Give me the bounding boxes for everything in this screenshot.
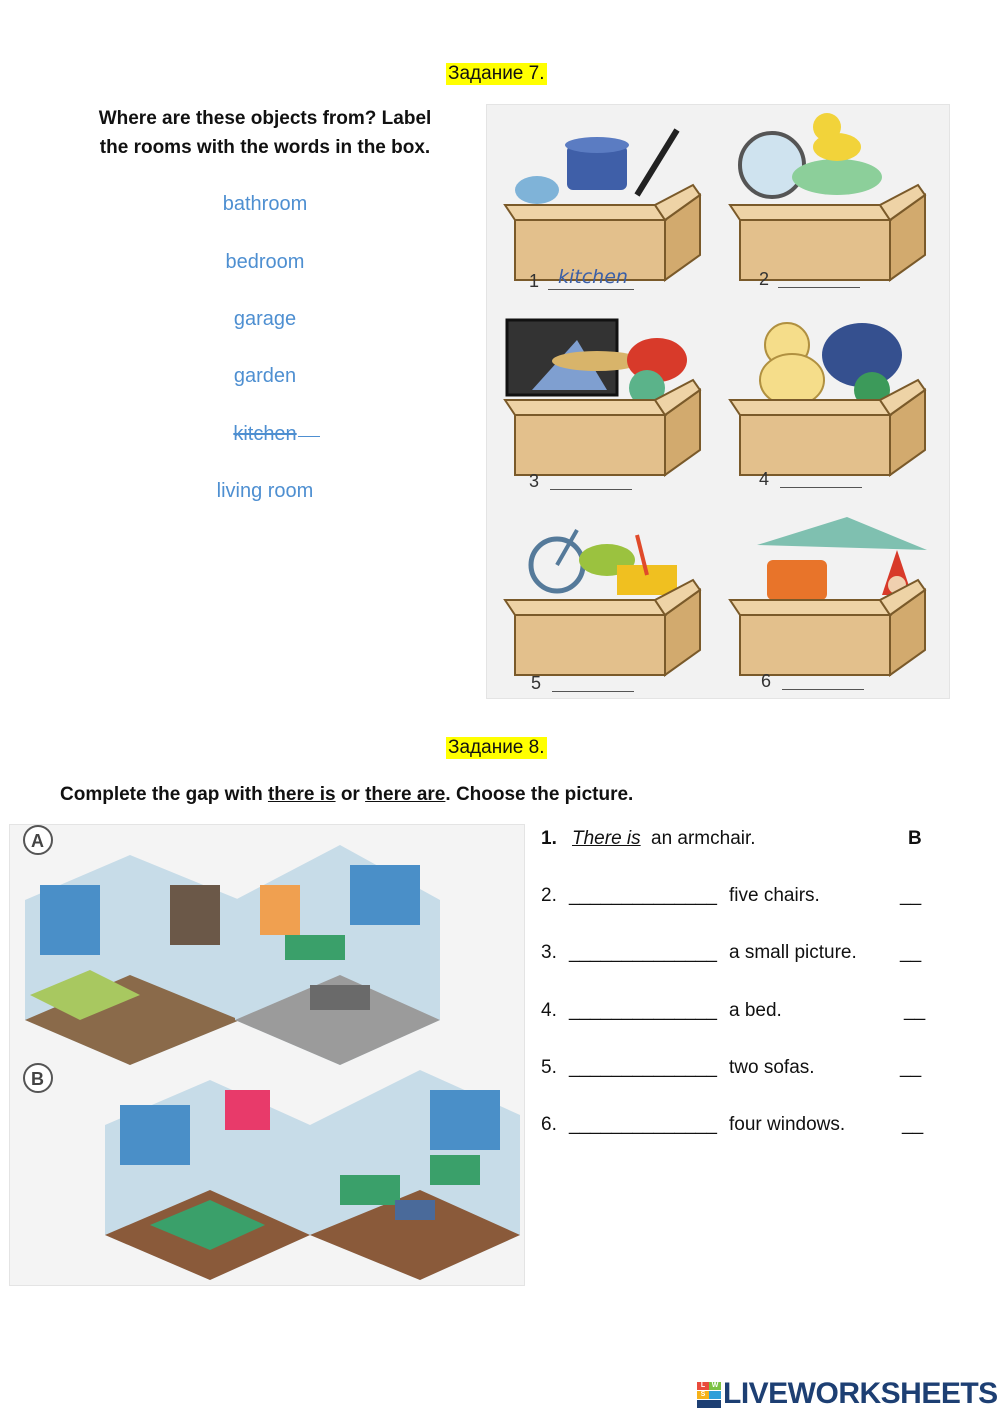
box-2-bathroom-items xyxy=(730,113,925,280)
box-3-livingroom-items xyxy=(505,320,700,475)
label-a: A xyxy=(31,831,44,851)
task8-instruction-pre: Complete the gap with xyxy=(60,784,268,805)
svg-text:3: 3 xyxy=(529,471,540,491)
item-5-gap[interactable]: ______________ xyxy=(569,1057,717,1078)
item-2-text: five chairs. xyxy=(729,885,820,906)
item-5-number: 5. xyxy=(541,1057,557,1078)
box-6-line[interactable] xyxy=(782,689,864,690)
task7-instruction xyxy=(70,104,460,162)
item-6-number: 6. xyxy=(541,1114,557,1135)
item-4-number: 4. xyxy=(541,1000,557,1021)
there-is-phrase: there is xyxy=(267,784,336,805)
logo-mark-icon xyxy=(697,1382,721,1408)
svg-text:4: 4 xyxy=(759,469,770,489)
item-5-text: two sofas. xyxy=(729,1057,815,1078)
item-3-text: a small picture. xyxy=(729,942,857,963)
box-1-kitchen-items xyxy=(505,130,700,280)
logo-block-navy xyxy=(697,1400,721,1408)
word-living-room: living room xyxy=(216,480,314,502)
box-1-line[interactable] xyxy=(548,289,634,290)
logo-letter-l: L xyxy=(697,1382,709,1390)
box-4-line[interactable] xyxy=(780,487,862,488)
word-bedroom: bedroom xyxy=(225,251,305,273)
task8-instruction xyxy=(60,780,633,809)
box-4-bedroom-items xyxy=(730,323,925,475)
item-2-number: 2. xyxy=(541,885,557,906)
item-6-answer[interactable]: __ xyxy=(902,1114,924,1135)
logo-block-blue xyxy=(709,1391,721,1399)
word-garage: garage xyxy=(233,308,297,330)
box-1-answer: kitchen xyxy=(558,266,628,288)
task7-instruction-line2: the rooms with the words in the box. xyxy=(99,137,431,158)
boxes-picture xyxy=(486,104,950,699)
kitchen-strike-extension xyxy=(298,436,320,437)
word-kitchen: kitchen xyxy=(233,423,297,445)
item-4-answer[interactable]: __ xyxy=(904,1000,926,1021)
item-3-answer[interactable]: __ xyxy=(900,942,922,963)
item-1-answer[interactable]: B xyxy=(908,828,922,849)
item-6-text: four windows. xyxy=(729,1114,846,1135)
item-1-gap[interactable]: There is xyxy=(572,828,641,849)
label-b: B xyxy=(31,1069,44,1089)
item-3-gap[interactable]: ______________ xyxy=(569,942,717,963)
task8-instruction-or: or xyxy=(335,784,366,805)
item-1-text: an armchair. xyxy=(651,828,756,849)
box-5-line[interactable] xyxy=(552,691,634,692)
task7-title: Задание 7. xyxy=(448,63,545,84)
item-6-gap[interactable]: ______________ xyxy=(569,1114,717,1135)
item-4-gap[interactable]: ______________ xyxy=(569,1000,717,1021)
svg-text:5: 5 xyxy=(531,673,542,693)
logo-letter-w: W xyxy=(709,1382,721,1390)
svg-text:6: 6 xyxy=(761,671,772,691)
item-4-text: a bed. xyxy=(729,1000,782,1021)
boxes-illustration xyxy=(487,105,949,698)
task8-title: Задание 8. xyxy=(448,737,545,758)
apartment-a xyxy=(25,845,440,1065)
task8-instruction-post: . Choose the picture. xyxy=(445,784,634,805)
liveworksheets-logo[interactable] xyxy=(697,1378,997,1412)
item-5-answer[interactable]: __ xyxy=(900,1057,922,1078)
box-3-line[interactable] xyxy=(550,489,632,490)
item-2-answer[interactable]: __ xyxy=(900,885,922,906)
word-bathroom: bathroom xyxy=(222,193,308,215)
logo-letter-s: S xyxy=(697,1391,709,1399)
word-garden: garden xyxy=(233,365,297,387)
svg-text:1: 1 xyxy=(529,271,540,291)
item-2-gap[interactable]: ______________ xyxy=(569,885,717,906)
box-5-garage-items xyxy=(505,530,700,675)
box-2-line[interactable] xyxy=(778,287,860,288)
there-are-phrase: there are xyxy=(365,784,446,805)
task7-instruction-line1: Where are these objects from? Label xyxy=(98,108,432,129)
logo-text: LIVEWORKSHEETS xyxy=(723,1377,998,1410)
box-6-garden-items xyxy=(730,517,927,675)
rooms-picture xyxy=(9,824,525,1286)
item-1-number: 1. xyxy=(541,828,557,849)
apartment-b xyxy=(105,1070,520,1280)
rooms-illustration xyxy=(10,825,524,1285)
item-3-number: 3. xyxy=(541,942,557,963)
svg-text:2: 2 xyxy=(759,269,770,289)
